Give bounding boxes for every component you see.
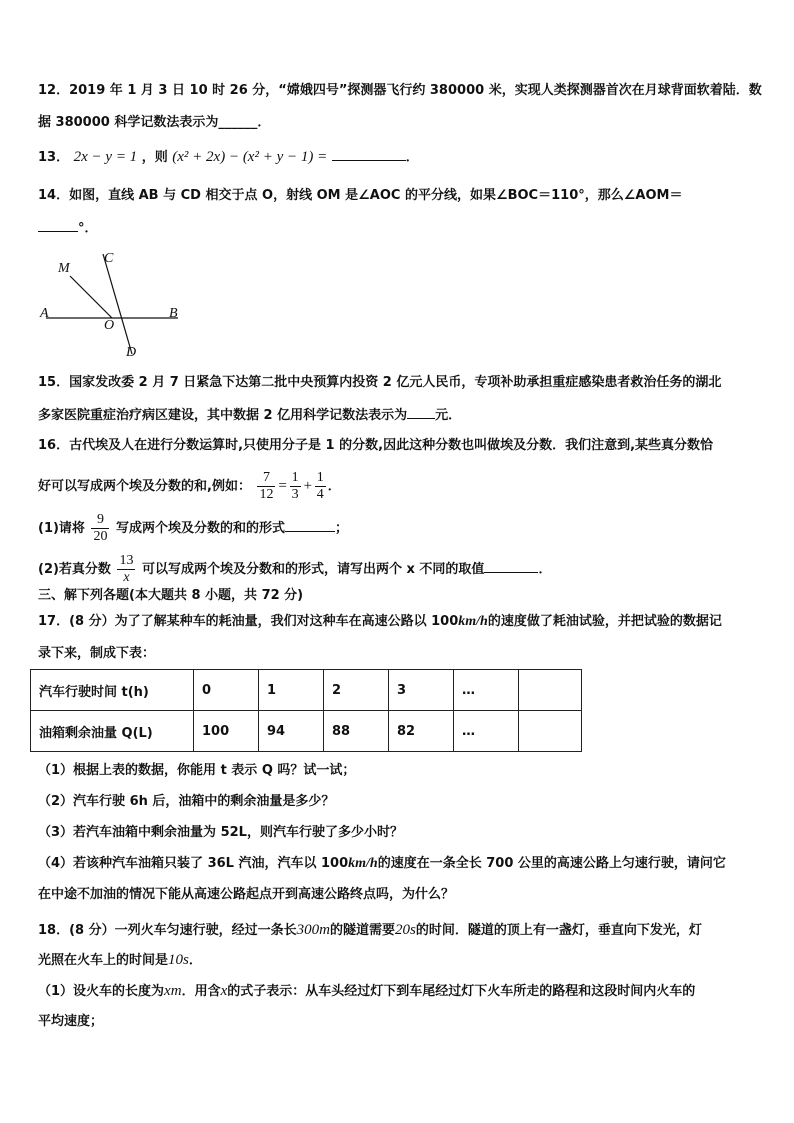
section-3-heading: 三、解下列各题(本大题共 8 小题，共 72 分): [38, 588, 304, 603]
q13-end: ．: [405, 150, 419, 165]
q15-line2-text: 多家医院重症治疗病区建设，其中数据 2 亿用科学记数法表示为: [38, 408, 408, 423]
q17-line1: 17．(8 分）为了了解某种车的耗油量，我们对这种车在高速公路以 100km/h的速度做了耗油试验，并把试验的数据记: [38, 614, 722, 629]
ray-om: [70, 276, 112, 318]
q16-part1: (1)请将 $\frac{9}{20}$ 写成两个埃及分数的和的形式 ；: [38, 512, 349, 544]
q15-line2: [38, 406, 461, 425]
table-cell: 0: [194, 670, 259, 711]
fraction-13-x: $\frac{13}{x}$: [119, 553, 134, 585]
q15-line2-end: 元．: [435, 408, 462, 423]
table-cell: …: [454, 711, 519, 752]
q16-part2: (2)若真分数 $\frac{13}{x}$ 可以写成两个埃及分数和的形式，请写出两个 x 不同的取值 ．: [38, 553, 552, 585]
q14-line1: 14．如图，直线 AB 与 CD 相交于点 O，射线 OM 是∠AOC 的平分线，如果∠BOC＝110°，那么∠AOM＝: [38, 188, 683, 203]
q16-line2-text: 好可以写成两个埃及分数的和,例如：: [38, 479, 251, 494]
table-cell: 88: [324, 711, 389, 752]
angle-figure: [36, 248, 186, 360]
fuel-table: [30, 669, 582, 752]
table-cell: 94: [259, 711, 324, 752]
q13-expression: (x² + 2x) − (x² + y − 1) =: [172, 149, 328, 165]
q16-part1-blank[interactable]: [285, 519, 335, 532]
q14-line2: [38, 219, 98, 238]
label-m: M: [58, 261, 70, 276]
label-c: C: [104, 251, 114, 266]
q17-sub1: （1）根据上表的数据，你能用 t 表示 Q 吗？试一试；: [38, 763, 356, 778]
q16-part2-blank[interactable]: [484, 560, 538, 573]
q15-answer-blank[interactable]: [407, 406, 435, 419]
fraction-9-20: $\frac{9}{20}$: [93, 512, 108, 544]
label-d: D: [126, 345, 137, 360]
q13-answer-blank[interactable]: [332, 148, 406, 161]
q17-sub4-line1: （4）若该种汽车油箱只装了 36L 汽油，汽车以 100km/h的速度在一条全长 700 公里的高速公路上匀速行驶，请问它: [38, 856, 726, 871]
q12-line2: 据 380000 科学记数法表示为______．: [38, 115, 271, 130]
fraction-1-3: $\frac{1}{3}$: [291, 470, 299, 502]
q12-line1: 12．2019 年 1 月 3 日 10 时 26 分，“嫦娥四号”探测器飞行约 380000 米，实现人类探测器首次在月球背面软着陆．数: [38, 83, 762, 98]
q17-line2: 录下来，制成下表：: [38, 646, 156, 661]
q18-line1: 18．(8 分）一列火车匀速行驶，经过一条长300m的隧道需要20s的时间．隧道的顶上有一盏灯，垂直向下发光，灯: [38, 922, 702, 938]
fraction-7-12: $\frac{7}{12}$: [259, 470, 274, 502]
table-cell: 2: [324, 670, 389, 711]
table-cell: 1: [259, 670, 324, 711]
fraction-1-4: $\frac{1}{4}$: [316, 470, 324, 502]
table-cell: 100: [194, 711, 259, 752]
q14-answer-blank[interactable]: [38, 219, 78, 232]
q15-line1: 15．国家发改委 2 月 7 日紧急下达第二批中央预算内投资 2 亿元人民币，专项补助承担重症感染患者救治任务的湖北: [38, 375, 722, 390]
label-o: O: [104, 318, 115, 333]
q13-mid: ，则: [141, 150, 168, 165]
q17-sub3: （3）若汽车油箱中剩余油量为 52L，则汽车行驶了多少小时？: [38, 825, 403, 840]
table-row: [31, 711, 582, 752]
q17-sub4-line2: 在中途不加油的情况下能从高速公路起点开到高速公路终点吗，为什么？: [38, 887, 455, 902]
line-cd: [103, 254, 132, 354]
label-a: A: [40, 306, 49, 321]
table-cell: 3: [389, 670, 454, 711]
table-row: [31, 670, 582, 711]
q16-line2: 好可以写成两个埃及分数的和,例如： $\frac{7}{12}$ = $\frac{1}{3}$ + $\frac{1}{4}$ ．: [38, 470, 341, 502]
q13-given: 2x − y = 1: [73, 149, 138, 165]
q17-sub2: （2）汽车行驶 6h 后，油箱中的剩余油量是多少？: [38, 794, 335, 809]
q14-end: °．: [78, 221, 98, 236]
row-label-fuel: 油箱剩余油量 Q(L): [31, 711, 194, 752]
table-cell: …: [454, 670, 519, 711]
table-cell: [519, 711, 582, 752]
q13-line: [38, 148, 419, 167]
table-cell: 82: [389, 711, 454, 752]
q18-part1-line1: （1）设火车的长度为xm．用含x的式子表示：从车头经过灯下到车尾经过灯下火车所走的路程和这段时间内火车的: [38, 983, 696, 999]
label-b: B: [169, 306, 178, 321]
q18-part1-line2: 平均速度；: [38, 1014, 104, 1029]
row-label-time: 汽车行驶时间 t(h): [31, 670, 194, 711]
q13-number: 13．: [38, 150, 70, 165]
table-cell: [519, 670, 582, 711]
q18-line2: 光照在火车上的时间是10s．: [38, 952, 202, 968]
q16-line1: 16．古代埃及人在进行分数运算时,只使用分子是 1 的分数,因此这种分数也叫做埃及分数．我们注意到,某些真分数恰: [38, 438, 714, 453]
